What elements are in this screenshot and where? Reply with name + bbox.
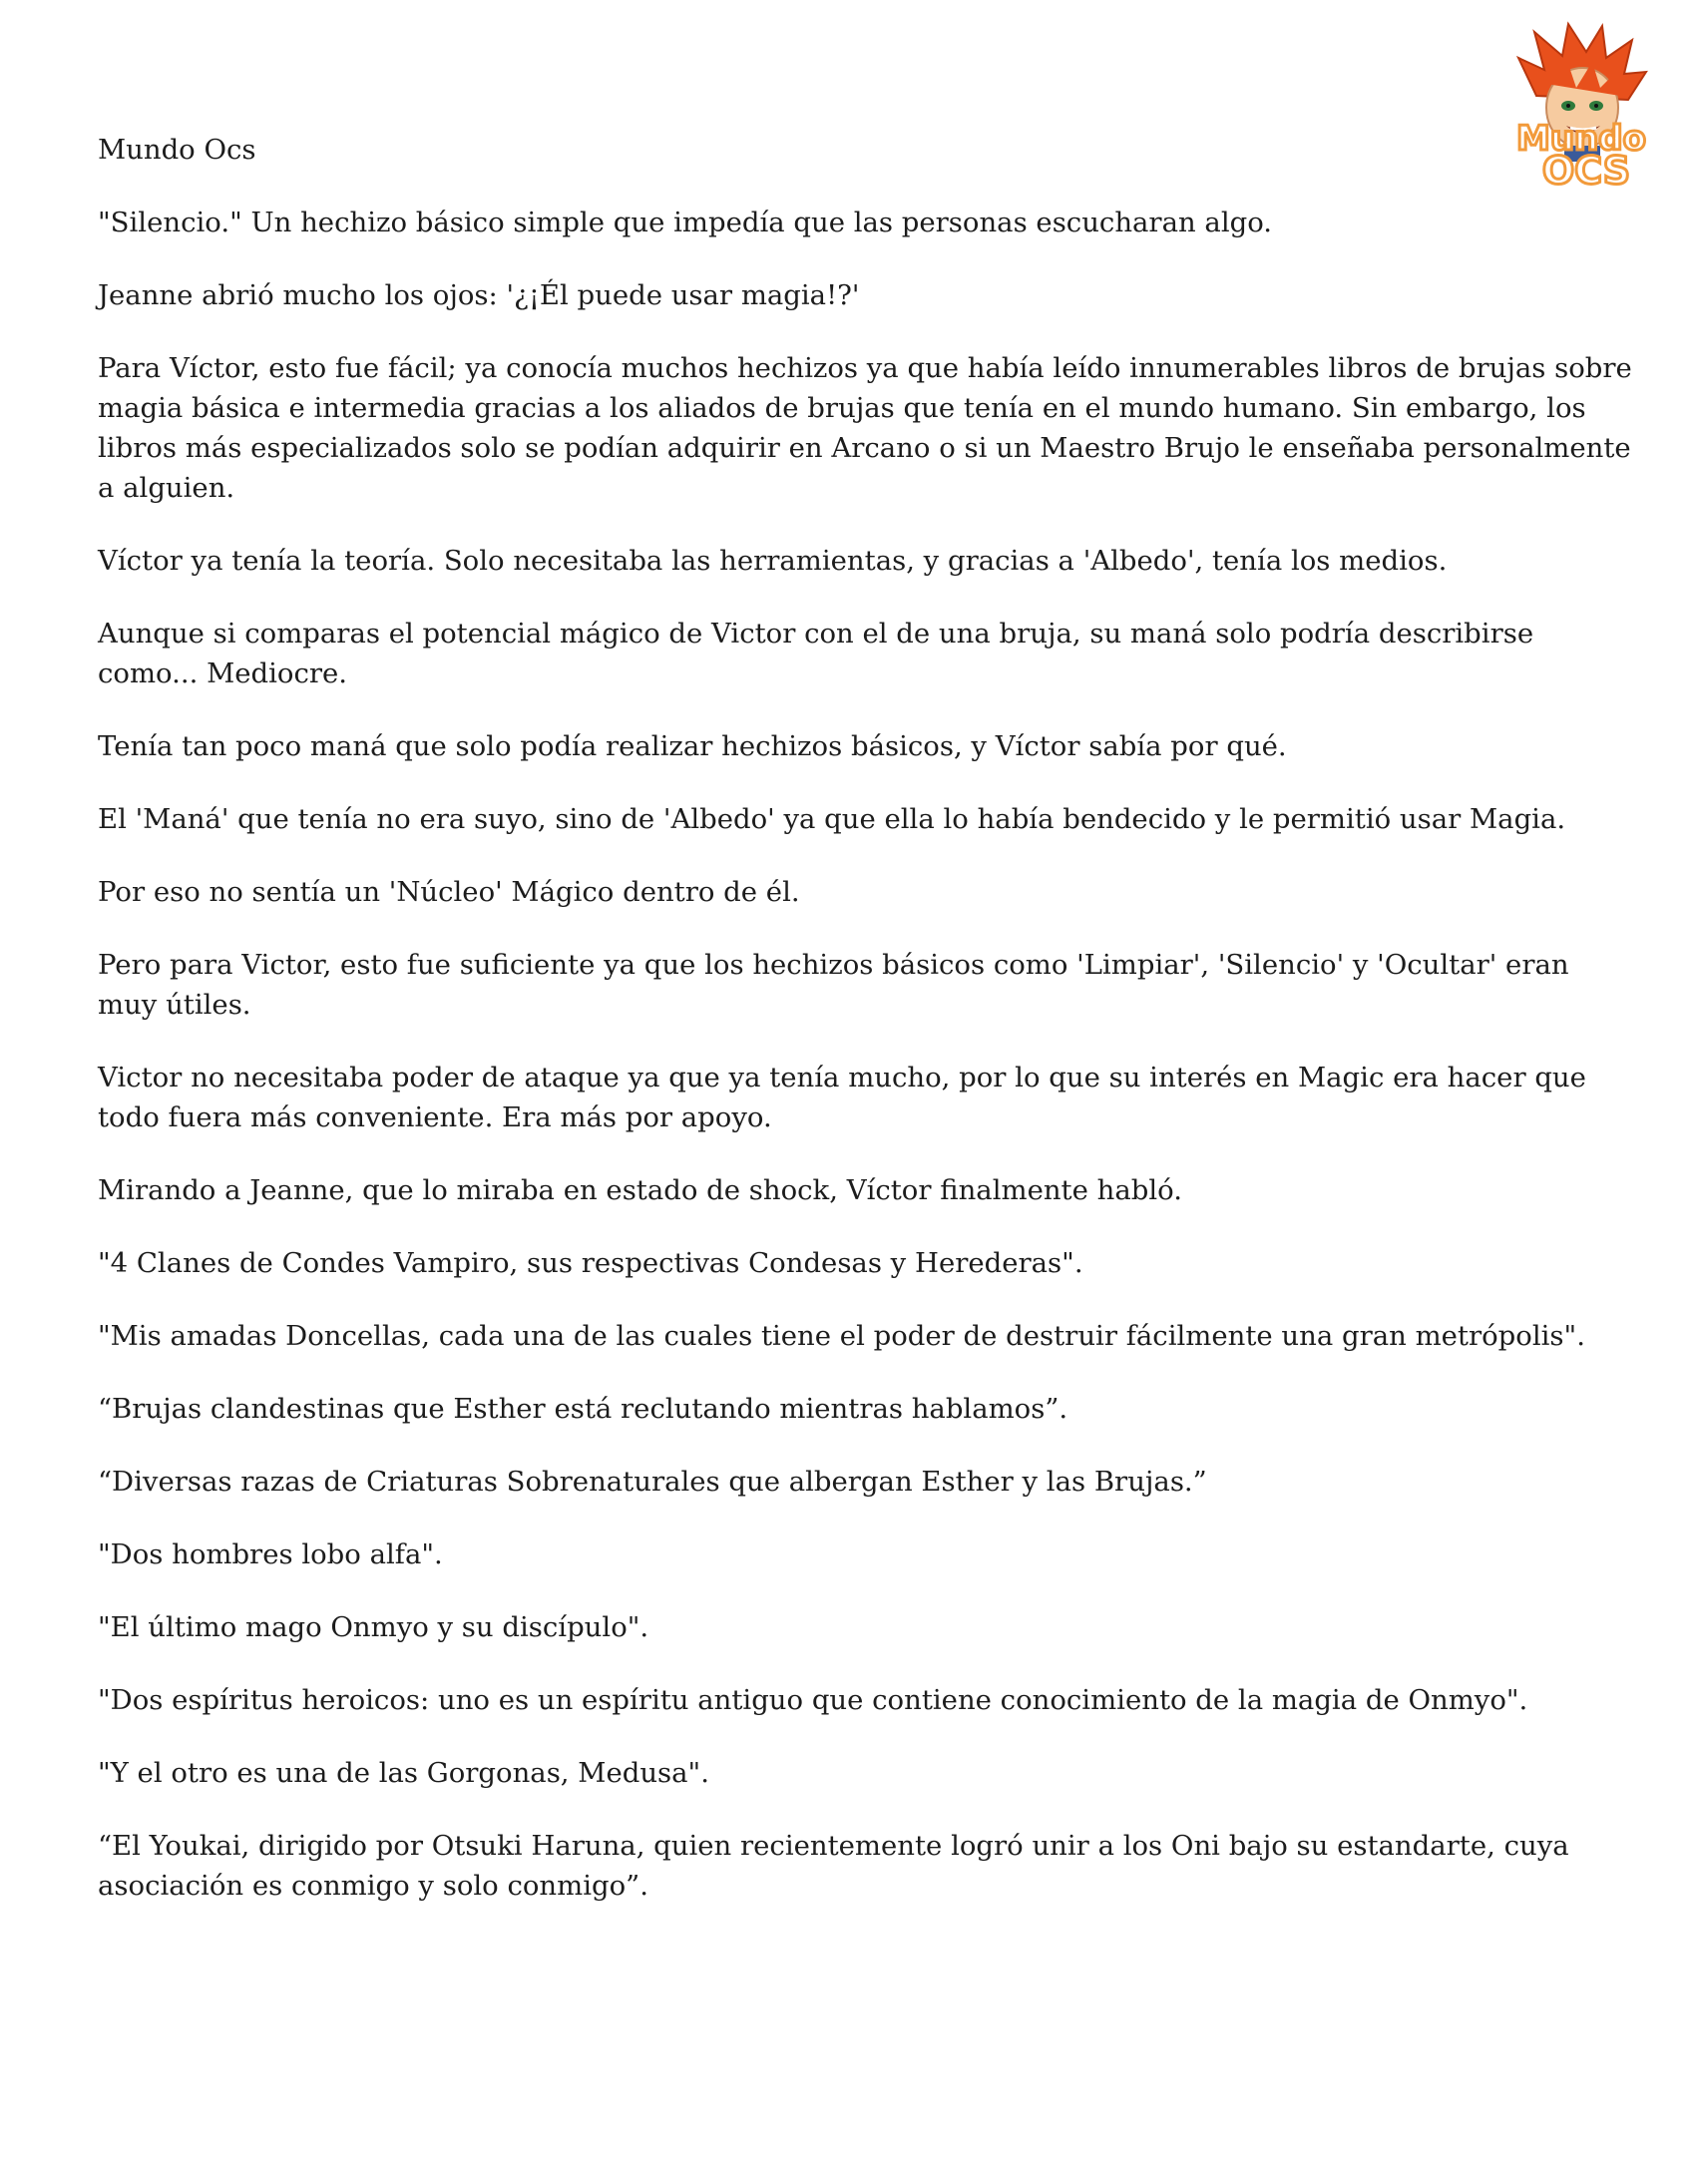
paragraph: “Brujas clandestinas que Esther está reclutando mientras hablamos”. — [98, 1393, 1068, 1425]
paragraph: Víctor ya tenía la teoría. Solo necesitaba las herramientas, y gracias a 'Albedo', tenía los medios. — [98, 545, 1448, 577]
paragraph: "El último mago Onmyo y su discípulo". — [98, 1611, 649, 1643]
document-body — [98, 130, 1634, 1939]
paragraph: “Diversas razas de Criaturas Sobrenaturales que albergan Esther y las Brujas.” — [98, 1466, 1207, 1498]
paragraph: Pero para Victor, esto fue suficiente ya que los hechizos básicos como 'Limpiar', 'Silencio' y 'Ocultar' eran muy útiles. — [98, 949, 1569, 1021]
paragraph: Victor no necesitaba poder de ataque ya que ya tenía mucho, por lo que su interés en Magic era hacer que todo fuera más conveniente. Era más por apoyo. — [98, 1062, 1586, 1133]
paragraph: El 'Maná' que tenía no era suyo, sino de 'Albedo' ya que ella lo había bendecido y le permitió usar Magia. — [98, 803, 1566, 835]
document-header: Mundo Ocs — [98, 134, 256, 166]
paragraph: "4 Clanes de Condes Vampiro, sus respectivas Condesas y Herederas". — [98, 1247, 1083, 1279]
paragraph: "Mis amadas Doncellas, cada una de las cuales tiene el poder de destruir fácilmente una gran metrópolis". — [98, 1320, 1585, 1352]
paragraph: "Silencio." Un hechizo básico simple que impedía que las personas escucharan algo. — [98, 207, 1273, 238]
logo-text-line2: OCS — [1541, 149, 1631, 190]
paragraph: Mirando a Jeanne, que lo miraba en estado de shock, Víctor finalmente habló. — [98, 1174, 1182, 1206]
paragraph: “El Youkai, dirigido por Otsuki Haruna, quien recientemente logró unir a los Oni bajo su estandarte, cuya asociación es conmigo y solo conmigo”. — [98, 1830, 1569, 1902]
paragraph: Por eso no sentía un 'Núcleo' Mágico dentro de él. — [98, 876, 800, 908]
paragraph: Tenía tan poco maná que solo podía realizar hechizos básicos, y Víctor sabía por qué. — [98, 730, 1287, 762]
paragraph: "Dos hombres lobo alfa". — [98, 1538, 443, 1570]
paragraph: Jeanne abrió mucho los ojos: '¿¡Él puede usar magia!?' — [98, 279, 860, 311]
paragraph: Para Víctor, esto fue fácil; ya conocía muchos hechizos ya que había leído innumerables libros de brujas sobre magia básica e intermedia gracias a los aliados de brujas que tenía en el mundo humano. Sin embargo, los libros más especializados solo se podían adquirir en Arcano o si un Maestro Brujo le enseñaba personalmente a alguien. — [98, 352, 1632, 504]
logo-text-line1: Mundo — [1516, 119, 1646, 159]
paragraph: "Y el otro es una de las Gorgonas, Medusa". — [98, 1757, 709, 1789]
paragraph: "Dos espíritus heroicos: uno es un espíritu antiguo que contiene conocimiento de la magia de Onmyo". — [98, 1684, 1528, 1716]
paragraph: Aunque si comparas el potencial mágico de Victor con el de una bruja, su maná solo podría describirse como... Mediocre. — [98, 618, 1534, 689]
